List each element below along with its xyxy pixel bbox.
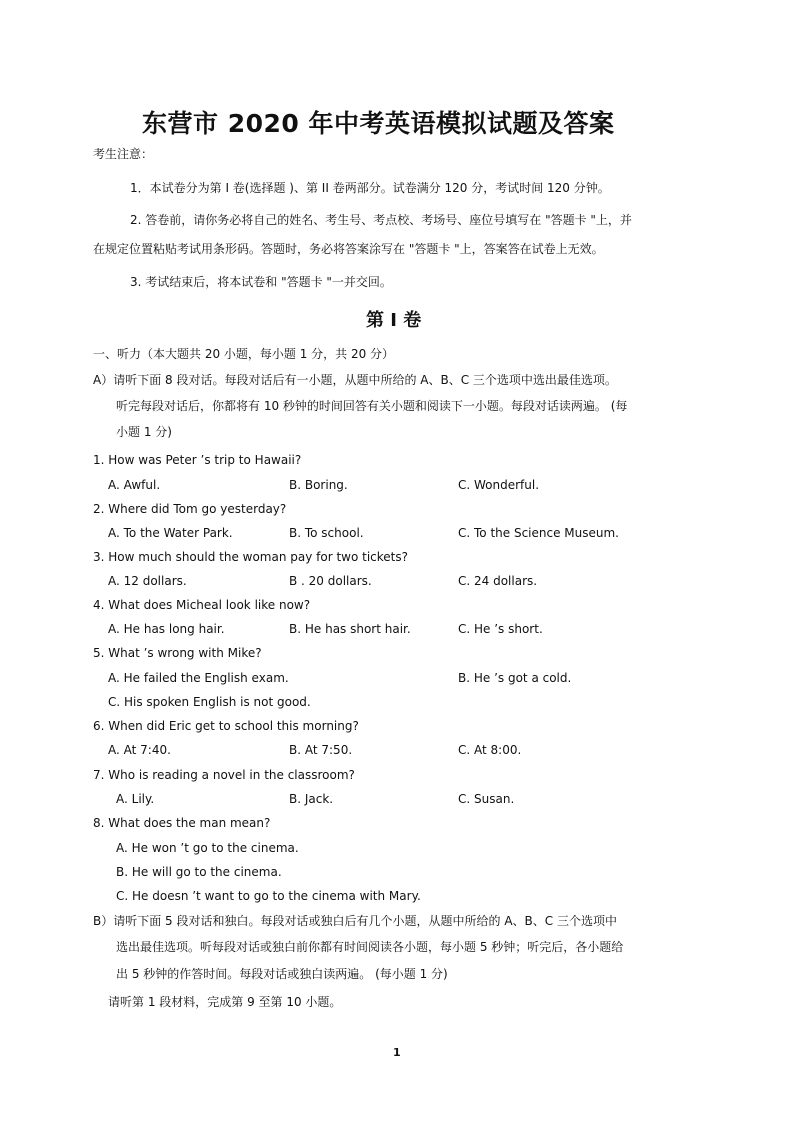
- option-b: B. Boring.: [289, 478, 348, 492]
- option-c: C. He ’s short.: [458, 622, 543, 636]
- option-b: B. To school.: [289, 526, 364, 540]
- option-a: A. At 7:40.: [108, 743, 171, 757]
- option-a: A. He has long hair.: [108, 622, 225, 636]
- part-heading: 一、听力（本大题共 20 小题，每小题 1 分，共 20 分）: [93, 347, 395, 361]
- option-b: B. Jack.: [289, 792, 334, 806]
- question-text: 5. What ’s wrong with Mike?: [93, 646, 262, 660]
- option-c: C. At 8:00.: [458, 743, 522, 757]
- part-a-line: 小题 1 分): [116, 425, 172, 439]
- option-a: A. 12 dollars.: [108, 574, 187, 588]
- question-text: 1. How was Peter ’s trip to Hawaii?: [93, 453, 302, 467]
- option-a: A. He failed the English exam.: [108, 671, 289, 685]
- option-c: C. Susan.: [458, 792, 515, 806]
- section-title: 第 I 卷: [366, 310, 422, 331]
- option-c: C. His spoken English is not good.: [108, 695, 311, 709]
- option-b: B. He ’s got a cold.: [458, 671, 572, 685]
- question-text: 3. How much should the woman pay for two tickets?: [93, 550, 409, 564]
- part-b-line: 选出最佳选项。听每段对话或独白前你都有时间阅读各小题，每小题 5 秒钟；听完后，各小题给: [116, 940, 624, 954]
- option-a: A. Lily.: [116, 792, 155, 806]
- option-c: C. He doesn ’t want to go to the cinema with Mary.: [116, 889, 421, 903]
- option-b: B . 20 dollars.: [289, 574, 372, 588]
- option-a: A. Awful.: [108, 478, 161, 492]
- part-a-line: A）请听下面 8 段对话。每段对话后有一小题，从题中所给的 A、B、C 三个选项中选出最佳选项。: [93, 373, 617, 387]
- option-c: C. To the Science Museum.: [458, 526, 619, 540]
- option-a: A. To the Water Park.: [108, 526, 233, 540]
- question-text: 2. Where did Tom go yesterday?: [93, 502, 287, 516]
- notice-line: 2. 答卷前，请你务必将自己的姓名、考生号、考点校、考场号、座位号填写在 "答题卡 "上，并: [130, 213, 632, 227]
- part-b-line: B）请听下面 5 段对话和独白。每段对话或独白后有几个小题，从题中所给的 A、B、C 三个选项中: [93, 914, 617, 928]
- notice-line: 3. 考试结束后，将本试卷和 "答题卡 "一并交回。: [130, 275, 392, 289]
- option-b: B. He will go to the cinema.: [116, 865, 282, 879]
- part-a-line: 听完每段对话后，你都将有 10 秒钟的时间回答有关小题和阅读下一小题。每段对话读两遍。 (每: [116, 399, 628, 413]
- question-text: 8. What does the man mean?: [93, 816, 271, 830]
- part-b-line: 出 5 秒钟的作答时间。每段对话或独白读两遍。 (每小题 1 分): [116, 967, 448, 981]
- option-b: B. At 7:50.: [289, 743, 353, 757]
- option-c: C. 24 dollars.: [458, 574, 538, 588]
- notice-line: 1．本试卷分为第 I 卷(选择题 )、第 II 卷两部分。试卷满分 120 分，考试时间 120 分钟。: [130, 181, 610, 195]
- notice-heading: 考生注意：: [93, 147, 154, 161]
- option-a: A. He won ’t go to the cinema.: [116, 841, 299, 855]
- option-b: B. He has short hair.: [289, 622, 411, 636]
- question-text: 4. What does Micheal look like now?: [93, 598, 311, 612]
- option-c: C. Wonderful.: [458, 478, 540, 492]
- notice-line: 在规定位置粘贴考试用条形码。答题时，务必将答案涂写在 "答题卡 "上，答案答在试卷上无效。: [93, 242, 604, 256]
- question-text: 6. When did Eric get to school this morning?: [93, 719, 359, 733]
- page-number: 1: [393, 1046, 401, 1059]
- question-text: 7. Who is reading a novel in the classroom?: [93, 768, 355, 782]
- page-title: 东营市 2020 年中考英语模拟试题及答案: [142, 109, 615, 138]
- instruction: 请听第 1 段材料，完成第 9 至第 10 小题。: [108, 995, 342, 1009]
